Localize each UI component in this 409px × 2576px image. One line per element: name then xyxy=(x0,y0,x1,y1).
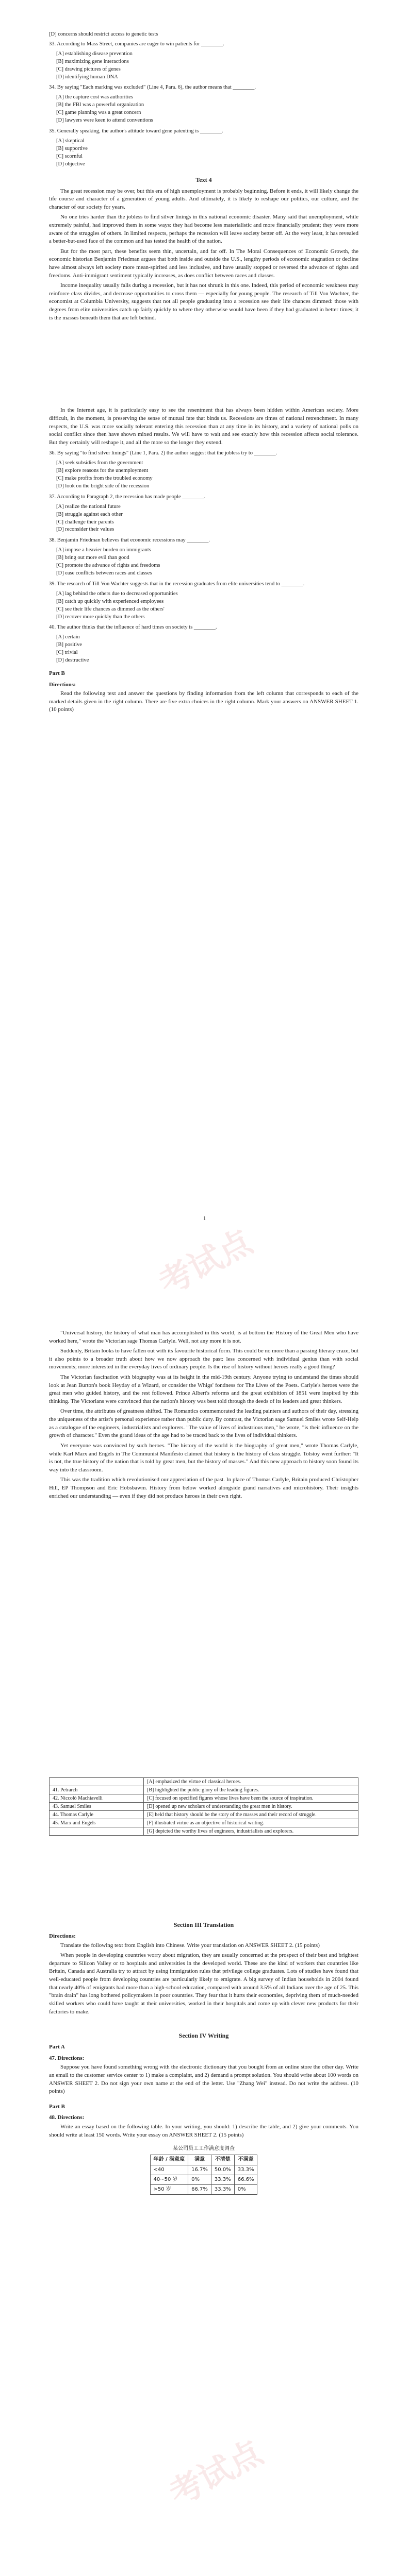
table-row xyxy=(150,2185,257,2195)
option: [A] skeptical xyxy=(56,138,85,144)
option: [C] scornful xyxy=(56,153,83,159)
option: [C] game planning was a great concern xyxy=(56,110,141,116)
text-4-paragraph: Income inequality usually falls during a recession, but it has not shrunk in this one. Indeed, this period of economic weakness may reinforce class divides, and decrease opportunities to cross them — especially for young people. The research of Till Von Wachter, the economist at Columbia University, suggests that not all people graduating into a recession see their life chances dimmed: those with degrees from elite universities catch up fairly quickly to where they otherwise would have been if they had graduated in better times; it is the masses beneath them that are left behind. xyxy=(49,282,358,321)
section-3 xyxy=(49,1917,358,2195)
option: [A] impose a heavier burden on immigrants xyxy=(56,547,151,553)
option: [A] lag behind the others due to decreased opportunities xyxy=(56,590,178,597)
table-header: 满意 xyxy=(188,2155,211,2165)
directions-label: Directions: xyxy=(49,681,76,688)
table-header: 不清楚 xyxy=(211,2155,234,2165)
question-38: 38. Benjamin Friedman believes that economic recessions may ________. xyxy=(49,537,210,544)
passage-paragraph: Over time, the attributes of greatness shifted. The Romantics commemorated the leading painters and authors of their day, stressing the uniqueness of the artist's personal experience rather than public duty. By contrast, the Victorian sage Samuel Smiles wrote Self-Help as a catalogue of the engineers, industrialists and explorers. "The value of lives of industrious men," he wrote, "is their influence on the growth of character." Even the grand ideas of the age had to be traced back to the lives of individual thinkers. xyxy=(49,1408,358,1439)
table-row xyxy=(50,1827,358,1836)
table-cell: [D] opened up new scholars of understanding the great men in history. xyxy=(144,1803,358,1811)
part-b-title: Part B xyxy=(49,670,65,676)
translation-passage: When people in developing countries worry about migration, they are usually concerned at the prospect of their best and brightest departure to Silicon Valley or to hospitals and universities in the developed world. These are the kind of workers that countries like Britain, Canada and Australia try to attract by using immigration rules that privilege college graduates. Lots of studies have found that well-educated people from developing countries are particularly likely to emigrate. A big survey of Indian households in 2004 found that nearly 40% of emigrants had more than a high-school education, compared with around 3.5% of all Indians over the age of 25. This "brain drain" has long bothered policymakers in poor countries. They fear that it hurts their economies, depriving them of much-needed skilled workers who could have taught at their universities, worked in their hospitals and come up with clever new products for their factories to make. xyxy=(49,1952,358,2015)
question-48: 48. Directions: xyxy=(49,2114,85,2121)
option: [D] identifying human DNA xyxy=(56,74,118,80)
question-36: 36. By saying "to find silver linings" (Line 1, Para. 2) the author suggest that the jobless try to ________. xyxy=(49,450,277,456)
survey-table xyxy=(150,2155,258,2195)
option: [A] seek subsidies from the government xyxy=(56,460,143,466)
table-cell: >50 岁 xyxy=(150,2185,188,2195)
matching-table-wrap xyxy=(49,1777,358,1836)
passage-paragraph: Suddenly, Britain looks to have fallen out with its favourite historical form. This could be no more than a passing literary craze, but it also points to a broader truth about how we now approach the past: less concerned with individual genius than with social movements; more interested in the everyday lives of ordinary people. Is the rise of history without heroes really a good thing? xyxy=(49,1348,358,1370)
table-cell: 44. Thomas Carlyle xyxy=(50,1811,144,1819)
option: [C] drawing pictures of genes xyxy=(56,66,121,72)
page-1-content xyxy=(49,31,358,716)
part-b-title: Part B xyxy=(49,2103,65,2110)
option: [A] realize the national future xyxy=(56,503,121,510)
option-text: [D] concerns should restrict access to genetic tests xyxy=(49,31,158,37)
directions-label: Directions: xyxy=(49,1933,76,1940)
question-39: 39. The research of Till Von Wachter suggests that in the recession graduates from elite universities tend to ________. xyxy=(49,581,305,587)
table-row xyxy=(150,2175,257,2184)
page-number: 1 xyxy=(203,1216,206,1222)
question-37: 37. According to Paragraph 2, the recession has made people ________. xyxy=(49,494,205,500)
table-cell: 33.3% xyxy=(211,2185,234,2195)
text-4-paragraph: But for the most part, these benefits seem thin, uncertain, and far off. In The Moral Consequences of Economic Growth, the economic historian Benjamin Friedman argues that both inside and outside the U.S., lengthy periods of economic stagnation or decline have almost always left society more mean-spirited and less inclusive, and have usually stopped or reversed the advance of rights and freedoms. Anti-immigrant sentiment typically increases, as does conflict between races and classes. xyxy=(49,248,358,279)
option: [B] catch up quickly with experienced employees xyxy=(56,598,164,604)
table-cell: 40~50 岁 xyxy=(150,2175,188,2184)
table-cell: [G] depicted the worthy lives of engineers, industrialists and explorers. xyxy=(144,1827,358,1836)
option: [A] the capture cost was authorities xyxy=(56,94,133,100)
table-cell: 0% xyxy=(234,2185,257,2195)
option: [B] supportive xyxy=(56,145,88,151)
text-4-paragraph: The great recession may be over, but this era of high unemployment is probably beginning. Before it ends, it will likely change the life course and character of a generation of young adults. And ultimately, it is likely to reshape our politics, our culture, and the character of our society for years. xyxy=(49,188,358,210)
part-b-text: Write an essay based on the following table. In your writing, you should: 1) describe the table, and 2) give your comments. You should write at least 150 words. Write your essay on ANSWER SHEET 2. (15 points) xyxy=(49,2124,358,2138)
text-4-paragraph: In the Internet age, it is particularly easy to see the resentment that has always been hidden within American society. More difficult, in the moment, is preserving the sense of mutual fate that binds us. Recessions are times of national retrenchment. In many respects, the U.S. was more socially tolerant entering this recession than at any time in its history, and a variety of national polls on social conflict since then have shown mixed results. We will have to wait and see exactly how this recession affects social tolerance. But they certainly will reshape it, and all the more so the longer they extend. xyxy=(49,407,358,446)
option: [B] explore reasons for the unemployment xyxy=(56,468,149,474)
watermark: 考试点 xyxy=(163,2433,269,2514)
option: [D] objective xyxy=(56,161,85,167)
table-row xyxy=(150,2165,257,2175)
table-header-row xyxy=(150,2155,257,2165)
part-b-directions: Read the following text and answer the questions by finding information from the left column that corresponds to each of the marked details given in the right column. There are five extra choices in the right column. Mark your answers on ANSWER SHEET 1. (10 points) xyxy=(49,690,358,713)
option: [C] see their life chances as dimmed as the others' xyxy=(56,606,165,612)
option: [B] maximizing gene interactions xyxy=(56,58,129,64)
table-row xyxy=(50,1811,358,1819)
table-row xyxy=(50,1786,358,1794)
table-cell: 50.0% xyxy=(211,2165,234,2175)
passage-paragraph: "Universal history, the history of what man has accomplished in this world, is at bottom the History of the Great Men who have worked here," wrote the Victorian sage Thomas Carlyle. Well, not any more it is not. xyxy=(49,1330,358,1344)
question-33: 33. According to Mass Street, companies are eager to win patients for ________. xyxy=(49,41,224,47)
table-row xyxy=(50,1803,358,1811)
option: [D] look on the bright side of the recession xyxy=(56,483,150,489)
watermark: 考试点 xyxy=(153,1223,258,1303)
passage-paragraph: This was the tradition which revolutionised our appreciation of the past. In place of Thomas Carlyle, Britain produced Christopher Hill, EP Thompson and Eric Hobsbawm. History from below worked alongside grand narratives and microhistory. Their insights enriched our understanding — even if they did not produce heroes in their own right. xyxy=(49,1477,358,1499)
table-cell: 43. Samuel Smiles xyxy=(50,1803,144,1811)
table-cell: [B] highlighted the public glory of the leading figures. xyxy=(144,1786,358,1794)
option: [C] challenge their parents xyxy=(56,519,114,525)
text-4-paragraph: No one tries harder than the jobless to find silver linings in this national economic disaster. Many said that unemployment, while extremely painful, had improved them in some ways: they had become less materialistic and more financially prudent; they were more aware of the struggles of others. In limited respects, perhaps the recession will leave society better off. At the very least, it has revealed a better-but-used face of the common and has tested the health of the nation. xyxy=(49,214,358,245)
option: [C] trivial xyxy=(56,650,78,656)
table-cell: [F] illustrated virtue as an objective of historical writing. xyxy=(144,1819,358,1827)
option: [D] destructive xyxy=(56,657,89,664)
table-cell: [C] focused on specified figures whose lives have been the source of inspiration. xyxy=(144,1794,358,1803)
passage-paragraph: Yet everyone was convinced by such heroes. "The history of the world is the biography of great men," wrote Thomas Carlyle, while Karl Marx and Engels in The Communist Manifesto claimed that history is the history of class struggle. Tolstoy went further: "It is not, the true history of the nation that is told by great men, but the history of masses." And this new approach to history soon found its way into the classroom. xyxy=(49,1442,358,1473)
question-35: 35. Generally speaking, the author's attitude toward gene patenting is ________. xyxy=(49,128,223,134)
table-cell: 66.6% xyxy=(234,2175,257,2184)
option: [C] promote the advance of rights and freedoms xyxy=(56,563,160,569)
option: [A] establishing disease prevention xyxy=(56,50,133,57)
question-40: 40. The author thinks that the influence of hard times on society is ________. xyxy=(49,624,217,631)
survey-table-title: 某公司员工工作满意度调查 xyxy=(173,2146,235,2152)
option: [C] make profits from the troubled economy xyxy=(56,476,153,482)
table-cell: 16.7% xyxy=(188,2165,211,2175)
matching-table xyxy=(49,1777,358,1836)
table-cell: 41. Petrarch xyxy=(50,1786,144,1794)
option: [D] lawyers were keen to attend conventions xyxy=(56,117,153,124)
option: [B] positive xyxy=(56,642,82,648)
table-cell: [E] held that history should be the story of the masses and their record of struggle. xyxy=(144,1811,358,1819)
table-cell: <40 xyxy=(150,2165,188,2175)
table-cell: 33.3% xyxy=(234,2165,257,2175)
option: [B] struggle against each other xyxy=(56,511,123,517)
part-a-title: Part A xyxy=(49,2044,65,2050)
table-row xyxy=(50,1778,358,1786)
table-row xyxy=(50,1819,358,1827)
table-cell: [A] emphasized the virtue of classical heroes. xyxy=(144,1778,358,1786)
text-4-title: Text 4 xyxy=(195,176,212,183)
page-2-content xyxy=(49,1329,358,1502)
option: [D] reconsider their values xyxy=(56,527,114,533)
section-3-title: Section III Translation xyxy=(173,1921,234,1928)
option: [D] recover more quickly than the others xyxy=(56,614,145,620)
table-cell: 0% xyxy=(188,2175,211,2184)
table-cell: 45. Marx and Engels xyxy=(50,1819,144,1827)
option: [B] bring out more evil than good xyxy=(56,555,129,561)
table-cell: 33.3% xyxy=(211,2175,234,2184)
section-4-title: Section IV Writing xyxy=(178,2032,229,2040)
table-cell: 42. Niccolò Machiavelli xyxy=(50,1794,144,1803)
section-3-directions: Translate the following text from English into Chinese. Write your translation on ANSWER SHEET 2. (15 points) xyxy=(60,1942,320,1948)
table-header: 年龄 / 满意度 xyxy=(150,2155,188,2165)
question-47: 47. Directions: xyxy=(49,2055,85,2061)
passage-paragraph: The Victorian fascination with biography was at its height in the mid-19th century. Anyone trying to understand the times should look at Jean Burton's book Heyday of a Wizard, or consider the Whigs' fondness for The Lives of the Poets. Carlyle's heroes were the great men who guided history, and the rest followed. Prince Albert's reforms and the great exhibition of 1851 were inspired by this thinking. The Victorians were convinced that the nation's history was best told through the deeds of its leaders and great thinkers. xyxy=(49,1374,358,1404)
table-header: 不满意 xyxy=(234,2155,257,2165)
part-a-text: Suppose you have found something wrong with the electronic dictionary that you bought from an online store the other day. Write an email to the customer service center to 1) make a complaint, and 2) demand a prompt solution. You should write about 100 words on ANSWER SHEET 2. Do not sign your own name at the end of the letter. Use "Zhang Wei" instead. Do not write the address. (10 points) xyxy=(49,2064,358,2095)
option: [A] certain xyxy=(56,634,80,640)
option: [B] the FBI was a powerful organization xyxy=(56,102,144,108)
table-row xyxy=(50,1794,358,1803)
table-cell: 66.7% xyxy=(188,2185,211,2195)
question-34: 34. By saying "Each marking was excluded" (Line 4, Para. 6), the author means that ________. xyxy=(49,84,256,91)
option: [D] ease conflicts between races and classes xyxy=(56,570,152,577)
